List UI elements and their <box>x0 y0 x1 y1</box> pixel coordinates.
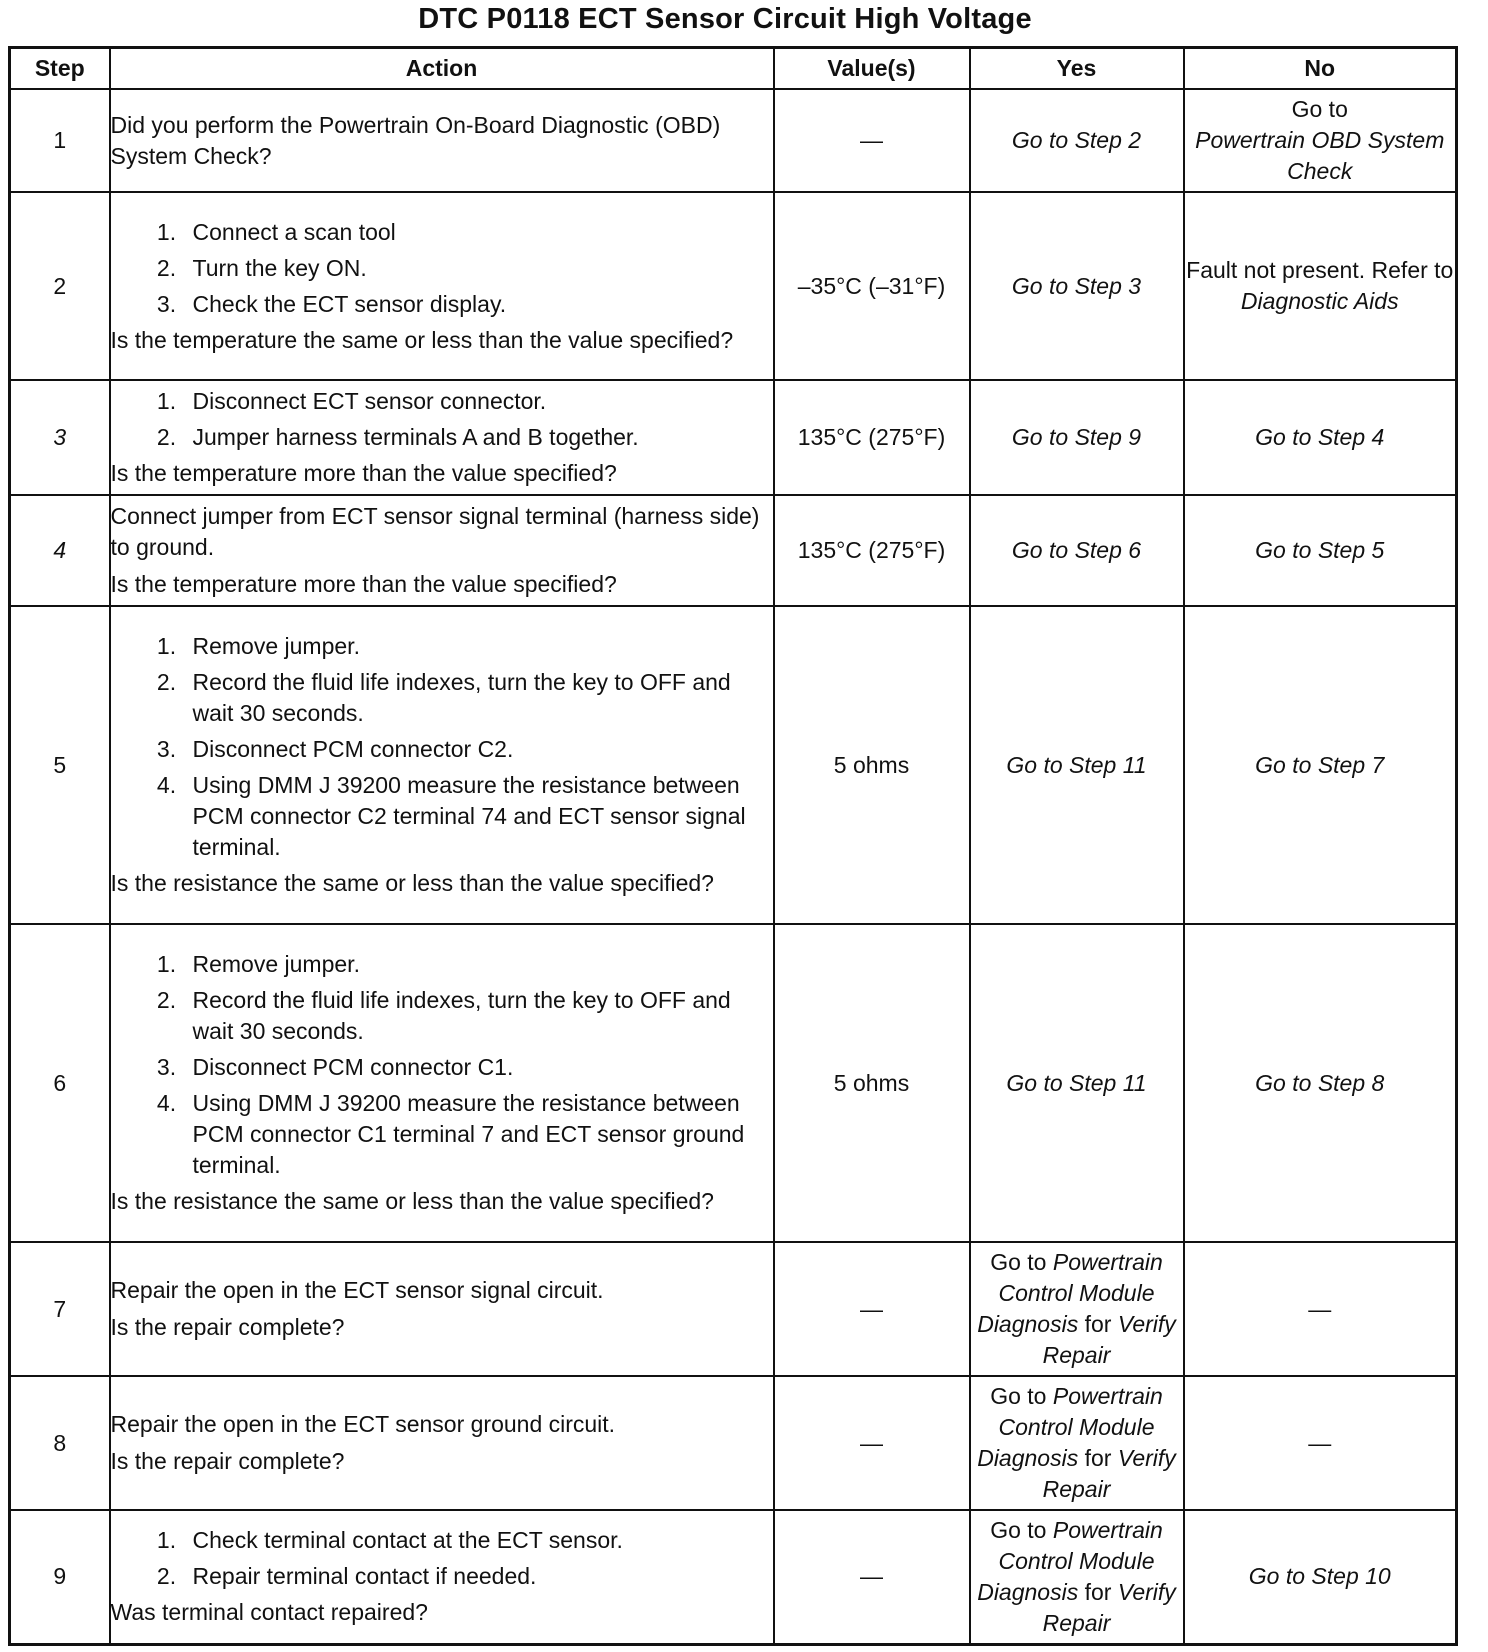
action-text: Connect jumper from ECT sensor signal terminal (harness side) to ground. <box>110 503 760 560</box>
header-no: No <box>1184 48 1457 90</box>
yes-link: Powertrain Control Module Diagnosis <box>977 1383 1163 1471</box>
table-row <box>10 1510 1457 1644</box>
list-item: 1. Remove jumper. <box>183 631 773 662</box>
no-cell: Go to Step 4 <box>1184 380 1457 495</box>
yes-link-end: Verify Repair <box>1042 1445 1176 1502</box>
no-cell <box>1184 192 1457 380</box>
list-item: 1. Disconnect ECT sensor connector. <box>183 386 773 417</box>
action-steps <box>111 386 773 453</box>
header-yes: Yes <box>970 48 1184 90</box>
value-cell: 135°C (275°F) <box>774 495 970 606</box>
action-question: Is the temperature the same or less than the value specified? <box>110 326 734 353</box>
table-row <box>10 606 1457 924</box>
yes-goto: Go to <box>990 1516 1047 1543</box>
list-item: 1. Check terminal contact at the ECT sensor. <box>183 1525 773 1556</box>
value-cell: 5 ohms <box>774 924 970 1242</box>
value-cell: 5 ohms <box>774 606 970 924</box>
no-cell: Go to Step 10 <box>1184 1510 1457 1644</box>
step-number: 4 <box>10 495 110 606</box>
action-cell <box>110 1376 774 1510</box>
action-text: Repair the open in the ECT sensor signal circuit. <box>110 1277 604 1303</box>
value-cell: — <box>774 1242 970 1376</box>
table-row <box>10 495 1457 606</box>
no-text: Go to <box>1291 96 1348 122</box>
value-cell: 135°C (275°F) <box>774 380 970 495</box>
table-row <box>10 924 1457 1242</box>
step-number: 1 <box>10 89 110 192</box>
action-text: Repair the open in the ECT sensor ground circuit. <box>110 1411 616 1437</box>
step-number: 2 <box>10 192 110 380</box>
action-question: Is the repair complete? <box>110 1448 345 1474</box>
list-item: 2. Turn the key ON. <box>183 253 773 284</box>
action-question: Is the resistance the same or less than the value specified? <box>110 870 714 896</box>
yes-cell <box>970 1376 1184 1510</box>
action-cell <box>110 606 774 924</box>
action-cell <box>110 495 774 606</box>
yes-goto: Go to <box>990 1249 1047 1275</box>
action-cell <box>110 89 774 192</box>
header-values: Value(s) <box>774 48 970 90</box>
step-number: 5 <box>10 606 110 924</box>
table-row <box>10 380 1457 495</box>
header-step: Step <box>10 48 110 90</box>
action-cell <box>110 1510 774 1644</box>
list-item: 3. Disconnect PCM connector C1. <box>183 1052 773 1083</box>
no-link: Powertrain OBD System Check <box>1195 127 1445 184</box>
value-cell: –35°C (–31°F) <box>774 192 970 380</box>
step-number: 6 <box>10 924 110 1242</box>
table-header-row <box>10 48 1457 90</box>
table-row <box>10 1376 1457 1510</box>
action-cell <box>110 380 774 495</box>
no-cell: Go to Step 8 <box>1184 924 1457 1242</box>
step-number: 9 <box>10 1510 110 1644</box>
no-cell: — <box>1184 1242 1457 1376</box>
yes-for: for <box>1084 1311 1112 1337</box>
yes-cell: Go to Step 6 <box>970 495 1184 606</box>
table-row <box>10 89 1457 192</box>
list-item: 3. Check the ECT sensor display. <box>183 289 773 320</box>
yes-link: Powertrain Control Module Diagnosis <box>977 1249 1163 1337</box>
no-cell: Go to Step 7 <box>1184 606 1457 924</box>
list-item: 1. Connect a scan tool <box>183 217 773 248</box>
value-cell: — <box>774 89 970 192</box>
action-text: Did you perform the Powertrain On-Board Diagnostic (OBD) System Check? <box>110 111 721 169</box>
action-steps <box>111 631 773 863</box>
action-cell <box>110 1242 774 1376</box>
action-cell <box>110 924 774 1242</box>
action-question: Is the resistance the same or less than the value specified? <box>110 1188 714 1214</box>
action-steps <box>111 949 773 1181</box>
yes-cell: Go to Step 11 <box>970 606 1184 924</box>
yes-cell <box>970 1510 1184 1644</box>
yes-cell: Go to Step 2 <box>970 89 1184 192</box>
table-row <box>10 1242 1457 1376</box>
page-title: DTC P0118 ECT Sensor Circuit High Voltage <box>418 3 1032 35</box>
action-question: Is the repair complete? <box>110 1314 345 1340</box>
no-link: Diagnostic Aids <box>1240 288 1399 314</box>
yes-cell: Go to Step 9 <box>970 380 1184 495</box>
list-item: 2. Record the fluid life indexes, turn the key to OFF and wait 30 seconds. <box>183 667 773 729</box>
yes-cell: Go to Step 11 <box>970 924 1184 1242</box>
yes-link: Powertrain Control Module Diagnosis <box>977 1516 1163 1605</box>
yes-for: for <box>1084 1445 1112 1471</box>
list-item: 1. Remove jumper. <box>183 949 773 980</box>
list-item: 4. Using DMM J 39200 measure the resistance between PCM connector C1 terminal 7 and ECT sensor ground terminal. <box>183 1088 773 1181</box>
action-question: Was terminal contact repaired? <box>110 1599 428 1626</box>
action-cell <box>110 192 774 380</box>
no-cell <box>1184 89 1457 192</box>
list-item: 3. Disconnect PCM connector C2. <box>183 734 773 765</box>
value-cell: — <box>774 1510 970 1644</box>
step-number: 7 <box>10 1242 110 1376</box>
list-item: 2. Jumper harness terminals A and B together. <box>183 422 773 453</box>
step-number: 3 <box>10 380 110 495</box>
yes-cell: Go to Step 3 <box>970 192 1184 380</box>
action-steps <box>111 1525 773 1592</box>
diagnostic-table <box>8 46 1458 1646</box>
no-text: Fault not present. Refer to <box>1186 257 1454 283</box>
list-item: 2. Record the fluid life indexes, turn the key to OFF and wait 30 seconds. <box>183 985 773 1047</box>
yes-for: for <box>1084 1578 1112 1605</box>
yes-cell <box>970 1242 1184 1376</box>
yes-link-end: Verify Repair <box>1042 1578 1176 1636</box>
step-number: 8 <box>10 1376 110 1510</box>
no-cell: — <box>1184 1376 1457 1510</box>
yes-goto: Go to <box>990 1383 1047 1409</box>
no-cell: Go to Step 5 <box>1184 495 1457 606</box>
table-row <box>10 192 1457 380</box>
yes-link-end: Verify Repair <box>1042 1311 1176 1368</box>
list-item: 4. Using DMM J 39200 measure the resistance between PCM connector C2 terminal 74 and ECT sensor signal terminal. <box>183 770 773 863</box>
value-cell: — <box>774 1376 970 1510</box>
header-action: Action <box>110 48 774 90</box>
list-item: 2. Repair terminal contact if needed. <box>183 1561 773 1592</box>
action-question: Is the temperature more than the value specified? <box>110 460 617 486</box>
action-steps <box>111 217 773 320</box>
action-question: Is the temperature more than the value specified? <box>110 571 617 597</box>
